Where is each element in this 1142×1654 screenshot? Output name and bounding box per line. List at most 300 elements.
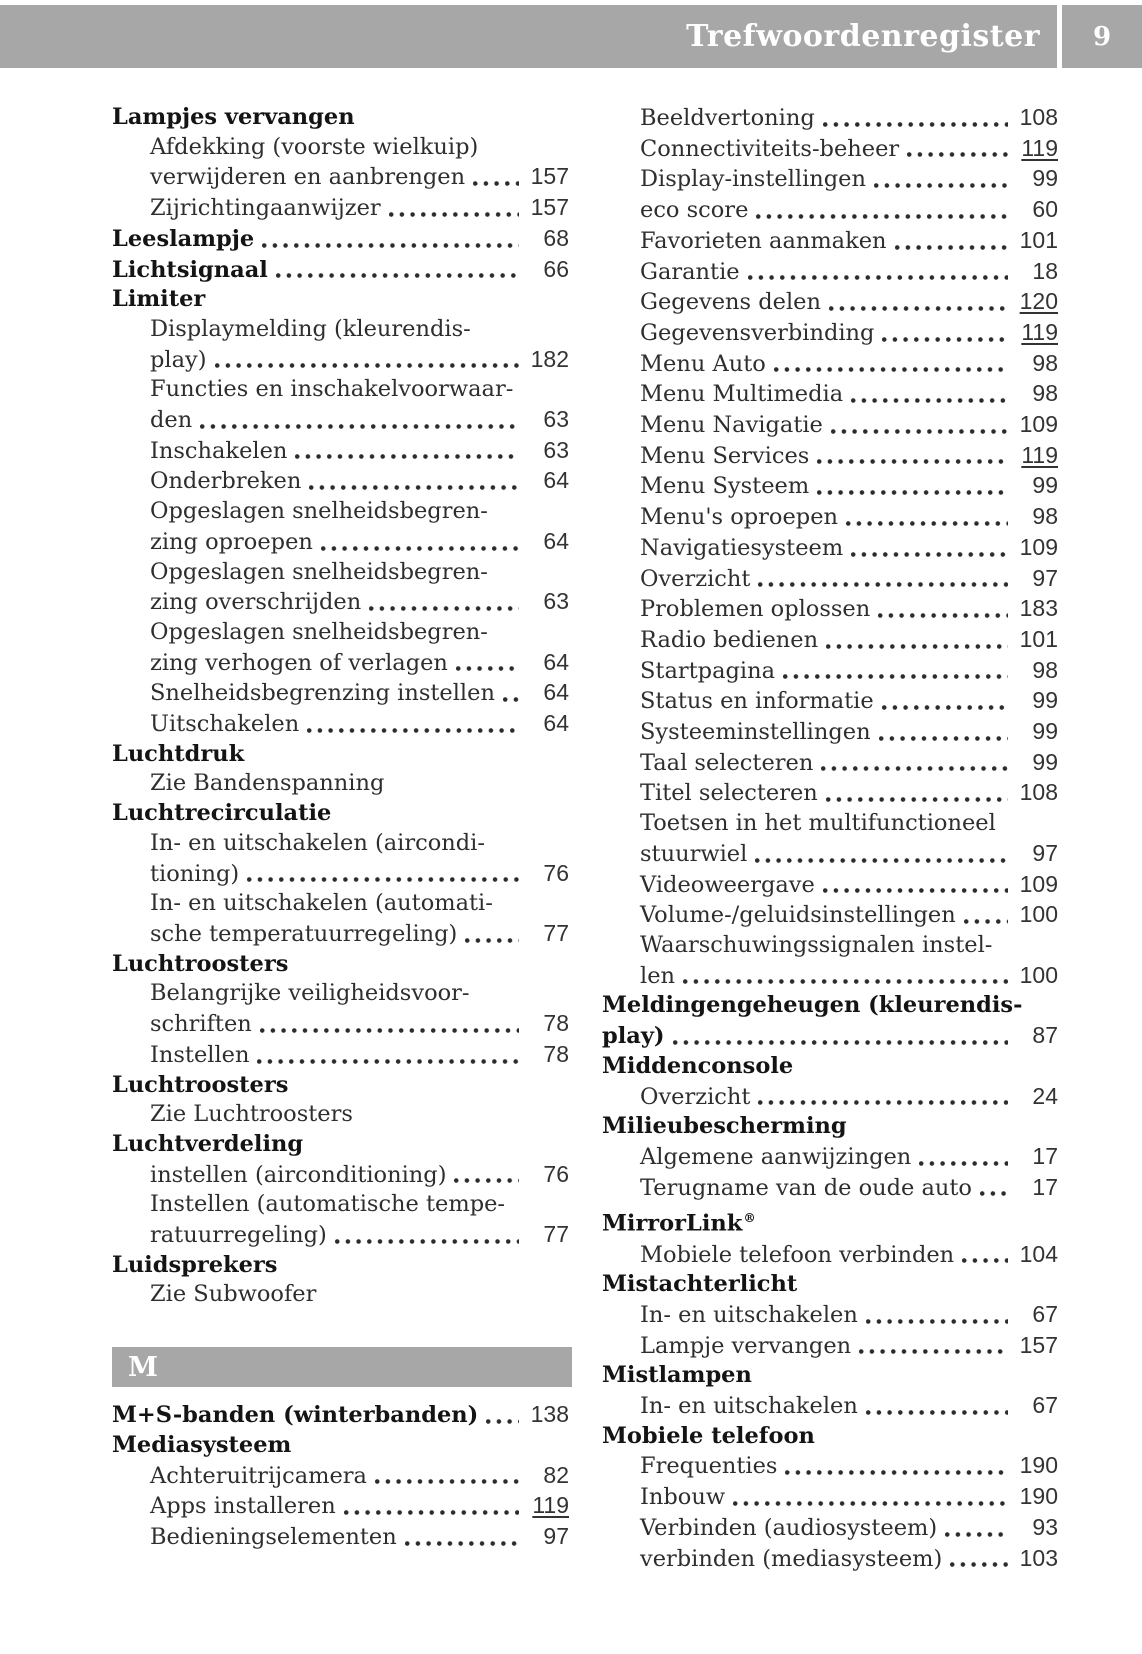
entry-text: Terugname van de oude auto <box>640 1174 972 1201</box>
dot-leader <box>950 1562 1008 1567</box>
page-ref: 109 <box>1019 870 1058 897</box>
index-entry-line <box>112 950 569 980</box>
entry-text: Overzicht <box>640 565 751 592</box>
entry-text: Inschakelen <box>150 437 288 464</box>
entry-text: Gegevensverbinding <box>640 319 875 346</box>
page-ref: 109 <box>1019 411 1058 438</box>
page-ref: 67 <box>1032 1392 1058 1419</box>
entry-text: In- en uitschakelen (automati- <box>150 890 493 917</box>
dot-leader <box>260 1028 519 1033</box>
page-ref: 76 <box>543 1160 569 1187</box>
index-entry-line <box>112 1400 569 1431</box>
entry-text: Luchtdruk <box>112 740 245 767</box>
index-entry-line <box>112 889 569 919</box>
page-ref: 190 <box>1019 1452 1058 1479</box>
entry-text: Problemen oplossen <box>640 596 871 623</box>
entry-text: Toetsen in het multifunctioneel <box>640 810 996 837</box>
dot-leader <box>683 979 1008 984</box>
entry-text: Menu Auto <box>640 350 766 377</box>
entry-text: Luidsprekers <box>112 1251 278 1278</box>
section-divider-M <box>112 1347 572 1387</box>
entry-text: Luchtroosters <box>112 950 289 977</box>
page-ref: 77 <box>543 1221 569 1248</box>
entry-text: schriften <box>150 1011 252 1038</box>
page-ref: 64 <box>543 467 569 494</box>
section-letter: M <box>128 1351 158 1383</box>
page-number: 9 <box>1092 21 1112 52</box>
entry-text: Luchtverdeling <box>112 1130 304 1157</box>
index-entry-line <box>602 1300 1058 1331</box>
dot-leader <box>473 181 519 186</box>
entry-text: Apps installeren <box>150 1493 336 1520</box>
index-entry-line <box>112 859 569 890</box>
entry-text: Menu Services <box>640 442 810 469</box>
page-ref: 101 <box>1019 226 1058 253</box>
page-ref: 63 <box>543 406 569 433</box>
entry-text: Gegevens delen <box>640 289 821 316</box>
page-ref: 24 <box>1032 1082 1058 1109</box>
page-ref: 97 <box>543 1522 569 1549</box>
index-entry-line <box>112 1251 569 1281</box>
index-entry-line <box>112 162 569 193</box>
entry-text: Radio bedienen <box>640 626 819 653</box>
page-ref: 67 <box>1032 1300 1058 1327</box>
index-entry-line <box>112 799 569 829</box>
dot-leader <box>503 697 519 702</box>
dot-leader <box>215 363 519 368</box>
entry-text: verwijderen en aanbrengen <box>150 164 466 191</box>
entry-text: Inbouw <box>640 1484 726 1511</box>
entry-text: Luchtrecirculatie <box>112 800 332 827</box>
entry-text: Systeeminstellingen <box>640 719 871 746</box>
entry-text: Volume-/geluidsinstellingen <box>640 902 956 929</box>
dot-leader <box>673 1040 1008 1045</box>
dot-leader <box>389 212 519 217</box>
entry-text: Middenconsole <box>602 1052 794 1079</box>
index-entry-line <box>602 164 1058 195</box>
page-ref: 64 <box>543 679 569 706</box>
entry-text: Taal selecteren <box>640 749 814 776</box>
page-ref: 103 <box>1019 1544 1058 1571</box>
entry-text: Meldingengeheugen (kleurendis- <box>602 992 1023 1019</box>
page-ref: 108 <box>1019 104 1058 130</box>
entry-text: zing overschrijden <box>150 589 362 616</box>
dot-leader <box>817 490 1008 495</box>
entry-text: Uitschakelen <box>150 711 300 738</box>
entry-text: instellen (airconditioning) <box>150 1161 447 1188</box>
entry-text: Zie Bandenspanning <box>150 770 385 797</box>
dot-leader <box>335 1239 519 1244</box>
page-ref-link[interactable]: 119 <box>1021 134 1058 161</box>
entry-text: Zijrichtingaanwijzer <box>150 195 381 222</box>
entry-text: Zie Subwoofer <box>150 1281 317 1308</box>
dot-leader <box>369 606 519 611</box>
entry-text: play) <box>150 346 207 373</box>
index-entry-line <box>112 103 569 133</box>
dot-leader <box>826 797 1008 802</box>
entry-text: Snelheidsbegrenzing instellen <box>150 680 495 707</box>
entry-text: In- en uitschakelen <box>640 1301 858 1328</box>
page-ref: 101 <box>1019 625 1058 652</box>
dot-leader <box>874 183 1008 188</box>
index-entry-line <box>602 410 1058 441</box>
index-entry-line <box>602 349 1058 380</box>
entry-text: Status en informatie <box>640 688 874 715</box>
dot-leader <box>846 521 1008 526</box>
index-entry-line <box>112 345 569 376</box>
index-entry-line <box>112 436 569 467</box>
dot-leader <box>321 546 519 551</box>
index-entry-line <box>602 809 1058 839</box>
dot-leader <box>823 888 1008 893</box>
index-entry-line <box>602 564 1058 595</box>
index-entry-line <box>602 931 1058 961</box>
index-entry-line <box>602 1331 1058 1362</box>
page-ref: 99 <box>1032 472 1058 499</box>
index-entry-line <box>112 375 569 405</box>
index-entry-line <box>602 195 1058 226</box>
dot-leader <box>817 459 1008 464</box>
index-entry-line <box>602 1544 1058 1575</box>
index-entry-line <box>602 1142 1058 1173</box>
page-ref: 76 <box>543 859 569 886</box>
index-entry-line <box>602 502 1058 533</box>
index-entry-line <box>602 778 1058 809</box>
entry-text: Onderbreken <box>150 468 302 495</box>
dot-leader <box>831 429 1008 434</box>
page-ref: 97 <box>1032 564 1058 591</box>
index-entry-line <box>602 1513 1058 1544</box>
dot-leader <box>882 705 1008 710</box>
dot-leader <box>866 1319 1008 1324</box>
entry-text: Functies en inschakelvoorwaar- <box>150 376 514 403</box>
index-entry-line <box>602 1451 1058 1482</box>
entry-text: Menu Navigatie <box>640 412 823 439</box>
entry-text: den <box>150 407 193 434</box>
entry-text: In- en uitschakelen (aircondi- <box>150 829 485 856</box>
page-ref: 93 <box>1032 1513 1058 1540</box>
entry-text: Connectiviteits-beheer <box>640 135 900 162</box>
entry-text: Displaymelding (kleurendis- <box>150 315 471 342</box>
index-entry-line <box>112 285 569 315</box>
page-ref: 157 <box>1019 1331 1058 1358</box>
index-entry-line <box>602 656 1058 687</box>
dot-leader <box>375 1479 519 1484</box>
page-ref: 109 <box>1019 533 1058 560</box>
index-entry-line <box>602 991 1058 1021</box>
page-ref: 66 <box>543 255 569 282</box>
page-ref: 97 <box>1032 839 1058 866</box>
index-entry-line <box>112 255 569 286</box>
index-entry-line <box>602 686 1058 717</box>
page-ref: 78 <box>543 1010 569 1037</box>
index-entry-line <box>602 287 1058 318</box>
dot-leader <box>276 273 519 278</box>
dot-leader <box>405 1541 519 1546</box>
dot-leader <box>785 1470 1008 1475</box>
index-entry-line <box>112 1009 569 1040</box>
dot-leader <box>454 1178 519 1183</box>
entry-text: Startpagina <box>640 657 775 684</box>
entry-text: Mistachterlicht <box>602 1271 798 1298</box>
entry-text: Luchtroosters <box>112 1071 289 1098</box>
index-entry-line <box>112 558 569 588</box>
page-ref: 64 <box>543 648 569 675</box>
entry-text: Waarschuwingssignalen instel- <box>640 931 993 958</box>
index-entry-line <box>112 1040 569 1071</box>
index-entry-line <box>602 134 1058 165</box>
entry-text: Menu Multimedia <box>640 381 844 408</box>
entry-text: Navigatiesysteem <box>640 534 844 561</box>
entry-text: Frequenties <box>640 1453 778 1480</box>
dot-leader <box>486 1419 519 1424</box>
page-ref: 68 <box>543 224 569 251</box>
entry-text: Garantie <box>640 258 740 285</box>
index-entry-line <box>112 587 569 618</box>
page-ref: 138 <box>530 1401 569 1428</box>
page-ref: 17 <box>1032 1173 1058 1200</box>
dot-leader <box>200 424 519 429</box>
entry-text: play) <box>602 1023 665 1050</box>
entry-text: verbinden (mediasysteem) <box>640 1545 943 1572</box>
dot-leader <box>895 245 1008 250</box>
index-entry-line <box>602 1021 1058 1052</box>
index-entry-line <box>112 979 569 1009</box>
index-entry-line <box>112 1130 569 1160</box>
dot-leader <box>733 1501 1008 1506</box>
dot-leader <box>465 938 519 943</box>
entry-text: Achteruitrijcamera <box>150 1462 367 1489</box>
dot-leader <box>945 1532 1008 1537</box>
index-entry-line <box>112 1100 569 1130</box>
page-ref: 63 <box>543 436 569 463</box>
entry-text: Limiter <box>112 286 206 313</box>
index-entry-line <box>602 839 1058 870</box>
page-ref: 77 <box>543 919 569 946</box>
entry-text: Favorieten aanmaken <box>640 227 887 254</box>
entry-text: Mobiele telefoon <box>602 1422 815 1449</box>
registered-trademark-symbol: ® <box>743 1210 756 1226</box>
entry-text: Instellen <box>150 1041 250 1068</box>
dot-leader <box>783 674 1008 679</box>
index-entry-line <box>112 193 569 224</box>
page-ref-link[interactable]: 119 <box>1021 318 1058 345</box>
entry-text: Beeldvertoning <box>640 105 815 131</box>
page-header-bar <box>0 5 1057 68</box>
index-entry-line <box>112 1491 569 1522</box>
index-entry-line <box>602 1112 1058 1142</box>
index-entry-line <box>112 1522 569 1553</box>
index-entry-line <box>602 533 1058 564</box>
index-entry-line <box>112 1220 569 1251</box>
index-entry-line <box>602 471 1058 502</box>
page-ref: 18 <box>1032 257 1058 284</box>
index-entry-line <box>602 379 1058 410</box>
index-entry-line <box>112 315 569 345</box>
entry-text: Verbinden (audiosysteem) <box>640 1514 938 1541</box>
page-ref: 17 <box>1032 1142 1058 1169</box>
entry-text: zing verhogen of verlagen <box>150 649 448 676</box>
page-ref: 98 <box>1032 349 1058 376</box>
page-ref: 104 <box>1019 1240 1058 1267</box>
index-entry-line <box>602 625 1058 656</box>
dot-leader <box>821 766 1008 771</box>
index-entry-line <box>602 1270 1058 1300</box>
entry-text: Menu Systeem <box>640 473 810 500</box>
index-entry-line <box>602 870 1058 901</box>
page-ref: 99 <box>1032 165 1058 192</box>
index-entry-line <box>112 224 569 255</box>
dot-leader <box>866 1410 1008 1415</box>
dot-leader <box>756 214 1008 219</box>
dot-leader <box>826 644 1008 649</box>
entry-text: sche temperatuurregeling) <box>150 920 458 947</box>
index-entry-line <box>112 740 569 770</box>
entry-text: stuurwiel <box>640 840 748 867</box>
page-title: Trefwoordenregister <box>686 19 1040 54</box>
entry-text: Menu's oproepen <box>640 504 838 531</box>
dot-leader <box>964 919 1008 924</box>
entry-text: Lichtsignaal <box>112 256 268 283</box>
dot-leader <box>758 582 1008 587</box>
dot-leader <box>878 613 1008 618</box>
index-entry-line <box>112 829 569 859</box>
dot-leader <box>907 152 1008 157</box>
dot-leader <box>247 877 519 882</box>
dot-leader <box>344 1510 519 1515</box>
index-entry-line <box>112 618 569 648</box>
page-ref: 183 <box>1019 595 1058 622</box>
entry-text: Mobiele telefoon verbinden <box>640 1241 955 1268</box>
index-entry-line <box>112 1431 569 1461</box>
index-entry-line <box>602 103 1058 134</box>
entry-text: Algemene aanwijzingen <box>640 1143 912 1170</box>
index-column-right <box>602 103 1058 1574</box>
entry-text: eco score <box>640 197 749 224</box>
index-entry-line <box>112 133 569 163</box>
index-entry-line <box>602 1173 1058 1204</box>
index-entry-line <box>112 678 569 709</box>
entry-text: Instellen (automatische tempe- <box>150 1191 506 1218</box>
dot-leader <box>829 306 1008 311</box>
index-entry-line <box>602 1082 1058 1113</box>
page-ref: 87 <box>1032 1022 1058 1049</box>
entry-text: Titel selecteren <box>640 780 818 807</box>
page-ref: 157 <box>530 163 569 190</box>
index-entry-line <box>112 1160 569 1191</box>
entry-text: Opgeslagen snelheidsbegren- <box>150 558 488 585</box>
page-ref: 99 <box>1032 748 1058 775</box>
dot-leader <box>456 666 519 671</box>
page-number-box <box>1062 5 1142 68</box>
dot-leader <box>774 367 1008 372</box>
entry-text: In- en uitschakelen <box>640 1393 858 1420</box>
index-entry-line <box>602 1203 1058 1239</box>
page-ref: 100 <box>1019 901 1058 928</box>
entry-text: Mediasysteem <box>112 1431 292 1458</box>
index-column-left <box>112 103 569 1553</box>
index-entry-line <box>112 1280 569 1310</box>
dot-leader <box>823 122 1008 127</box>
dot-leader <box>882 337 1008 342</box>
index-entry-line <box>602 900 1058 931</box>
page-ref: 82 <box>543 1461 569 1488</box>
index-entry-line <box>602 226 1058 257</box>
entry-text: Mistlampen <box>602 1362 752 1389</box>
page-ref: 98 <box>1032 656 1058 683</box>
index-entry-line <box>602 1052 1058 1082</box>
entry-text: Afdekking (voorste wielkuip) <box>150 133 479 160</box>
dot-leader <box>307 728 519 733</box>
page-ref: 157 <box>530 194 569 221</box>
entry-text: tioning) <box>150 860 240 887</box>
page-ref: 100 <box>1019 961 1058 988</box>
page-ref: 60 <box>1032 196 1058 223</box>
dot-leader <box>879 736 1008 741</box>
index-entry-line <box>112 648 569 679</box>
index-entry-line <box>602 1391 1058 1422</box>
page-ref: 99 <box>1032 718 1058 745</box>
index-entry-line <box>602 594 1058 625</box>
index-entry-line <box>112 405 569 436</box>
index-entry-line <box>602 1482 1058 1513</box>
dot-leader <box>295 454 519 459</box>
page-ref: 99 <box>1032 687 1058 714</box>
dot-leader <box>859 1349 1008 1354</box>
index-entry-line <box>602 1422 1058 1452</box>
entry-text: Belangrijke veiligheidsvoor- <box>150 980 470 1007</box>
page-ref: 64 <box>543 710 569 737</box>
page-ref: 78 <box>543 1040 569 1067</box>
index-entry-line <box>602 748 1058 779</box>
page-ref: 182 <box>530 345 569 372</box>
dot-leader <box>962 1258 1008 1263</box>
page-ref-link[interactable]: 119 <box>1021 441 1058 468</box>
entry-text: M+S-banden (winterbanden) <box>112 1402 479 1429</box>
dot-leader <box>755 858 1008 863</box>
index-entry-line <box>602 1361 1058 1391</box>
index-entry-line <box>602 961 1058 992</box>
entry-text: ratuurregeling) <box>150 1222 327 1249</box>
page-ref: 98 <box>1032 503 1058 530</box>
entry-text: Overzicht <box>640 1083 751 1110</box>
index-entry-line <box>112 466 569 497</box>
entry-text: Leeslampje <box>112 225 255 252</box>
index-entry-line <box>602 318 1058 349</box>
index-entry-line <box>112 1190 569 1220</box>
index-entry-line <box>112 497 569 527</box>
dot-leader <box>257 1059 519 1064</box>
dot-leader <box>851 552 1008 557</box>
entry-text: Milieubescherming <box>602 1113 847 1140</box>
page-ref: 190 <box>1019 1483 1058 1510</box>
dot-leader <box>919 1161 1008 1166</box>
page-ref-link[interactable]: 119 <box>532 1492 569 1519</box>
entry-text: Lampjes vervangen <box>112 104 355 130</box>
page-ref: 63 <box>543 588 569 615</box>
entry-text: zing oproepen <box>150 528 313 555</box>
dot-leader <box>851 398 1008 403</box>
dot-leader <box>309 485 519 490</box>
page-ref: 108 <box>1019 779 1058 806</box>
index-entry-line <box>602 1240 1058 1271</box>
page-ref: 98 <box>1032 380 1058 407</box>
page-ref-link[interactable]: 120 <box>1019 288 1058 315</box>
index-entry-line <box>112 1071 569 1101</box>
entry-text: Display-instellingen <box>640 166 866 193</box>
index-entry-line <box>602 441 1058 472</box>
entry-text: Lampje vervangen <box>640 1332 852 1359</box>
